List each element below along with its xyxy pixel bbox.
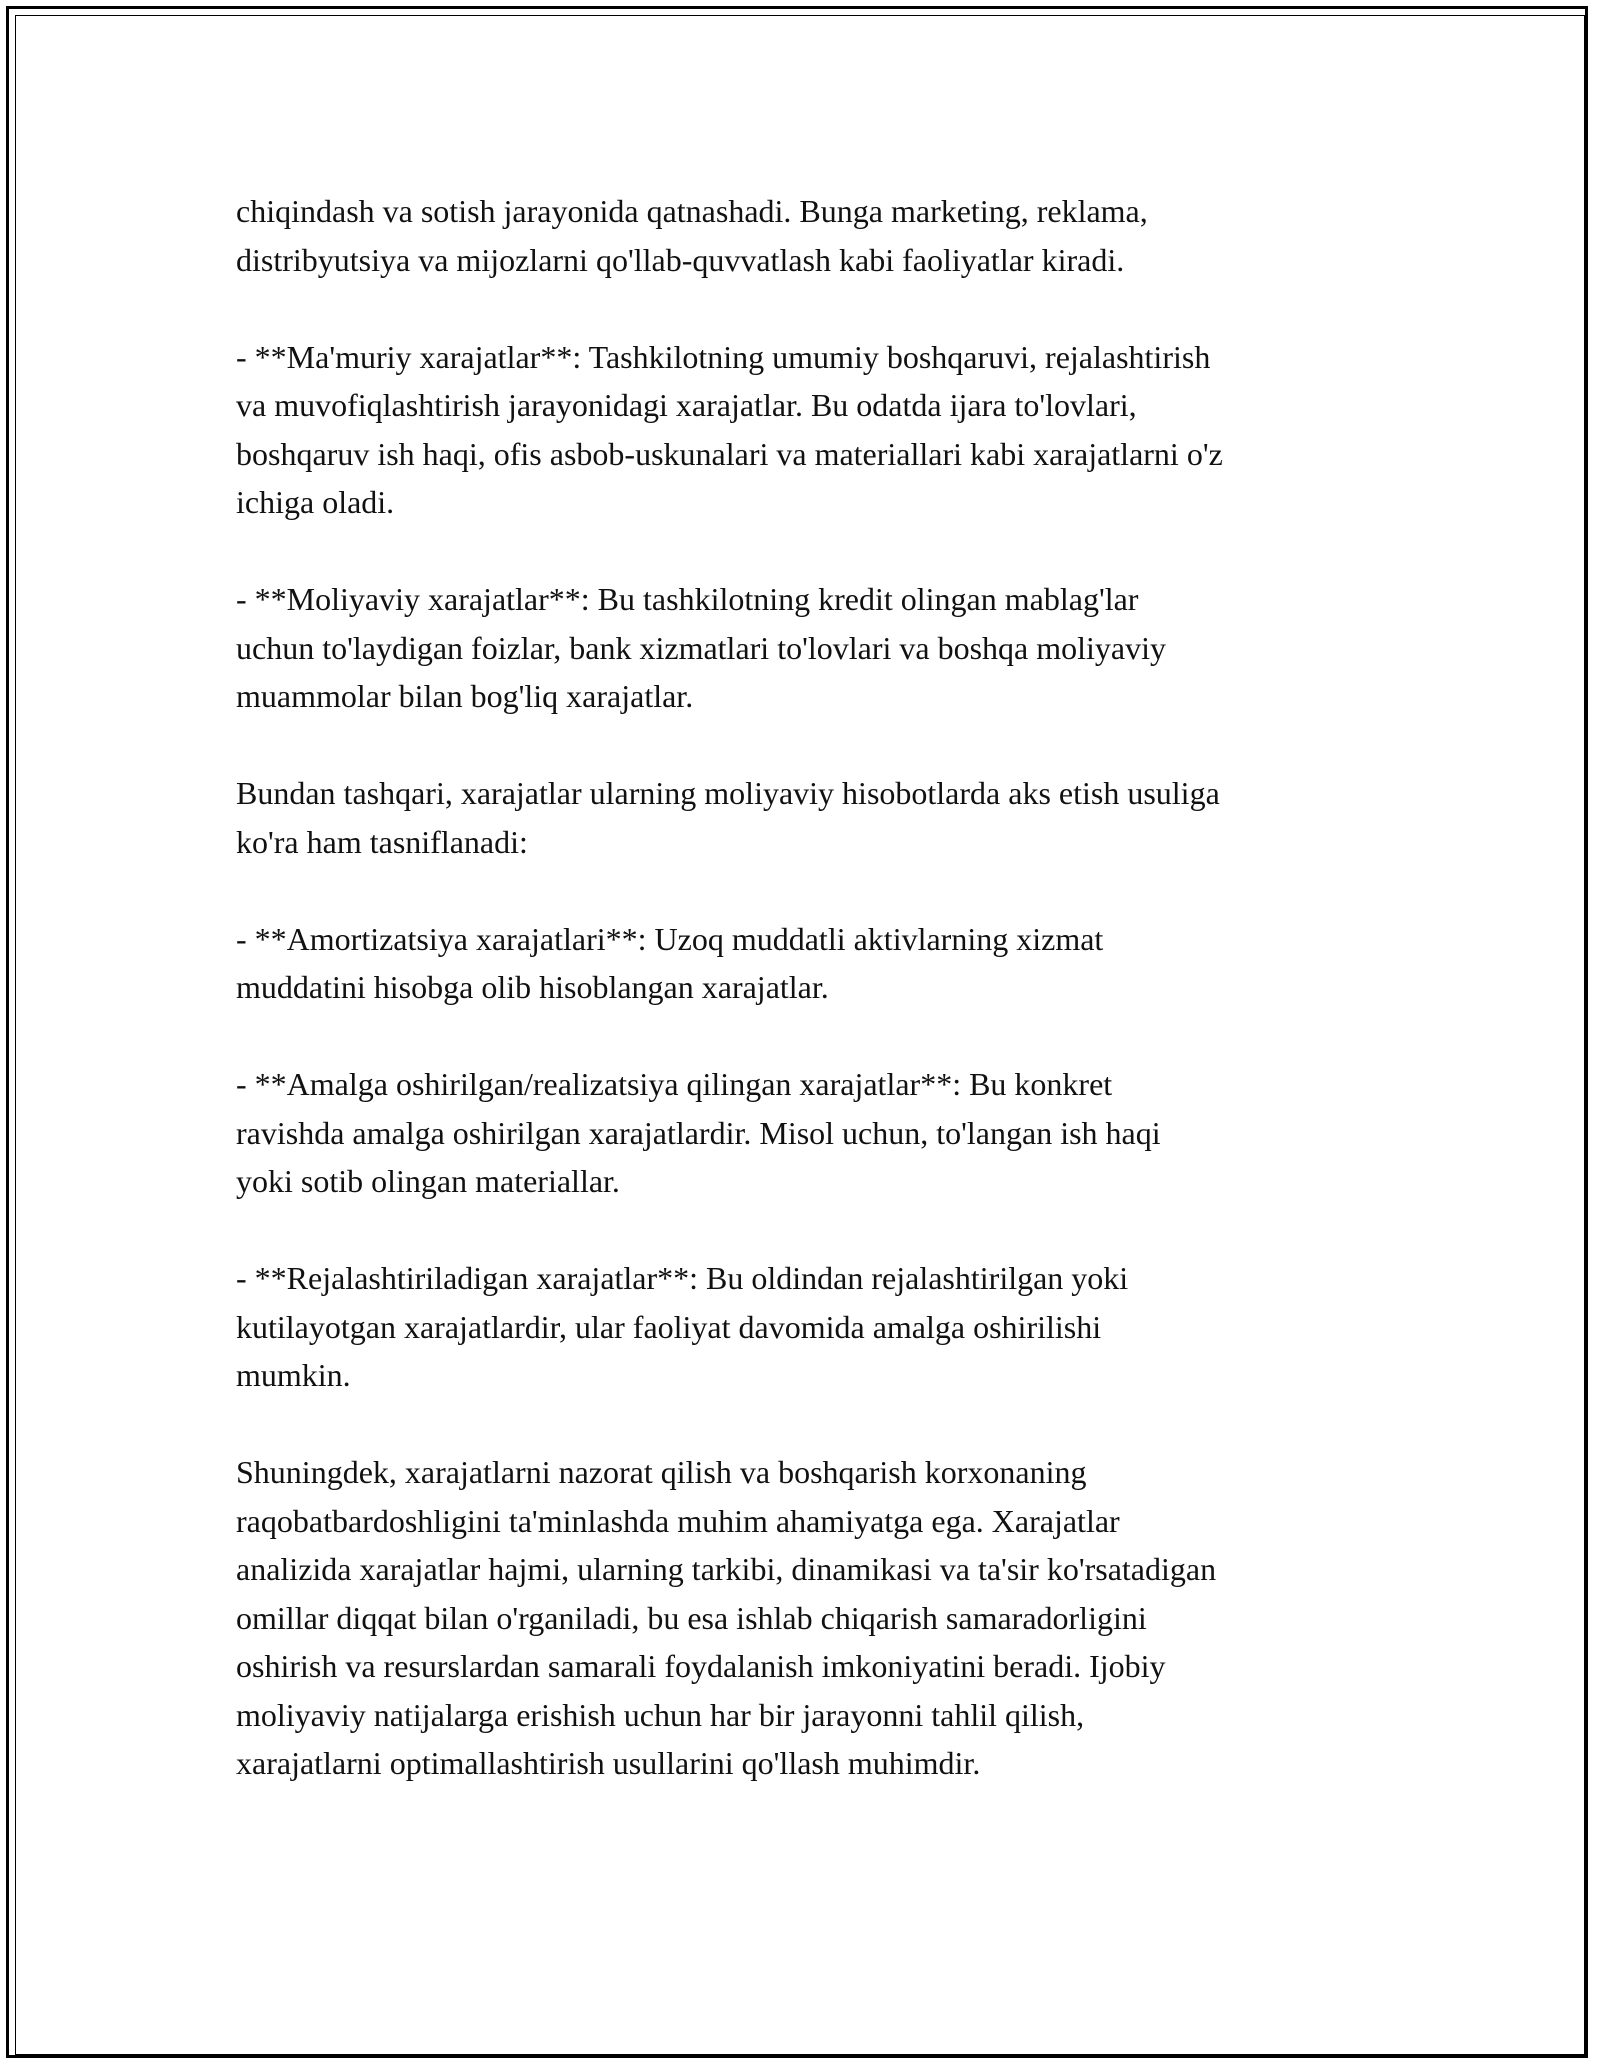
paragraph-realized-expenses: - **Amalga oshirilgan/realizatsiya qilingan xarajatlar**: Bu konkret ravishda amalga oshirilgan xarajatlardir. Misol uchun, to'langan ish haqi yoki sotib olingan materiallar. [236, 1066, 1161, 1199]
document-body [236, 187, 1376, 1836]
paragraph-planned-expenses: - **Rejalashtiriladigan xarajatlar**: Bu oldindan rejalashtirilgan yoki kutilayotgan xarajatlardir, ular faoliyat davomida amalga oshirilishi mumkin. [236, 1260, 1129, 1393]
paragraph-conclusion: Shuningdek, xarajatlarni nazorat qilish va boshqarish korxonaning raqobatbardoshligini ta'minlashda muhim ahamiyatga ega. Xarajatlar analizida xarajatlar hajmi, ularning tarkibi, dinamikasi va ta'sir ko'rsatadigan omillar diqqat bilan o'rganiladi, bu esa ishlab chiqarish samaradorligini oshirish va resurslardan samarali foydalanish imkoniyatini beradi. Ijobiy moliyaviy natijalarga erishish uchun har bir jarayonni tahlil qilish, xarajatlarni optimallashtirish usullarini qo'llash muhimdir. [236, 1454, 1217, 1781]
paragraph-administrative-expenses: - **Ma'muriy xarajatlar**: Tashkilotning umumiy boshqaruvi, rejalashtirish va muvofiqlashtirish jarayonidagi xarajatlar. Bu odatda ijara to'lovlari, boshqaruv ish haqi, ofis asbob-uskunalari va materiallari kabi xarajatlarni o'z ichiga oladi. [236, 338, 1223, 520]
paragraph-amortization-expenses: - **Amortizatsiya xarajatlari**: Uzoq muddatli aktivlarning xizmat muddatini hisobga olib hisoblangan xarajatlar. [236, 920, 1104, 1005]
paragraph-classification-intro: Bundan tashqari, xarajatlar ularning moliyaviy hisobotlarda aks etish usuliga ko'ra ham tasniflanadi: [236, 775, 1220, 860]
paragraph-financial-expenses: - **Moliyaviy xarajatlar**: Bu tashkilotning kredit olingan mablag'lar uchun to'laydigan foizlar, bank xizmatlari to'lovlari va boshqa moliyaviy muammolar bilan bog'liq xarajatlar. [236, 581, 1166, 714]
paragraph-intro-continuation: chiqindash va sotish jarayonida qatnashadi. Bunga marketing, reklama, distribyutsiya va mijozlarni qo'llab-quvvatlash kabi faoliyatlar kiradi. [236, 193, 1148, 278]
